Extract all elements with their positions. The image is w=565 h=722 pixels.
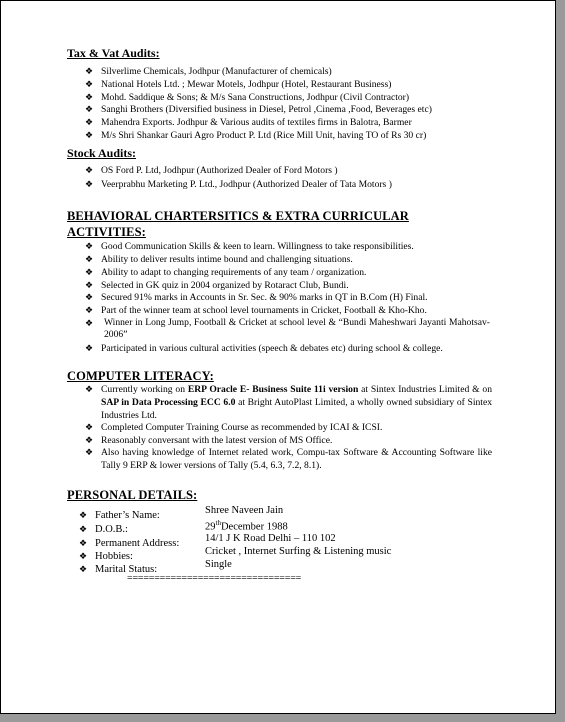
diamond-bullet-icon: ❖	[85, 79, 94, 89]
diamond-bullet-icon: ❖	[85, 318, 94, 328]
diamond-bullet-icon: ❖	[85, 92, 94, 102]
diamond-bullet-icon: ❖	[85, 422, 94, 432]
diamond-bullet-icon: ❖	[85, 292, 94, 302]
list-item: ❖ Ability to adapt to changing requirements of any team / organization.	[85, 267, 367, 278]
separator-line: ================================	[127, 573, 302, 584]
behavioral-heading: BEHAVIORAL CHARTERSITICS & EXTRA CURRICULAR	[67, 209, 409, 223]
stock-audits-heading: Stock Audits:	[67, 146, 137, 160]
diamond-bullet-icon: ❖	[79, 524, 88, 534]
diamond-bullet-icon: ❖	[85, 254, 94, 264]
list-item: ❖ Mahendra Exports. Jodhpur & Various audits of textiles firms in Balotra, Barmer	[85, 117, 412, 128]
detail-row-marital: ❖ Marital Status:	[79, 564, 158, 575]
list-item: ❖ Winner in Long Jump, Football & Cricket at school level & “Bundi Maheshwari Jayanti Mahotsav- 2006”	[85, 317, 490, 340]
diamond-bullet-icon: ❖	[85, 165, 94, 175]
list-item: ❖ Participated in various cultural activities (speech & debates etc) during school & college.	[85, 343, 443, 354]
diamond-bullet-icon: ❖	[79, 564, 88, 574]
list-item: ❖ Secured 91% marks in Accounts in Sr. Sec. & 90% marks in QT in B.Com (H) Final.	[85, 292, 428, 303]
page-shadow-bottom	[6, 714, 565, 722]
list-item: ❖ OS Ford P. Ltd, Jodhpur (Authorized Dealer of Ford Motors )	[85, 165, 338, 176]
list-item: ❖ Selected in GK quiz in 2004 organized by Rotaract Club, Bundi.	[85, 280, 349, 291]
list-item: ❖ Also having knowledge of Internet related work, Compu-tax Software & Accounting Software like Tally 9 ERP & lower versions of Tally (5.4, 6.3, 7.2, 8.1).	[85, 447, 492, 471]
diamond-bullet-icon: ❖	[85, 130, 94, 140]
marital-status-value: Single	[205, 559, 232, 570]
diamond-bullet-icon: ❖	[85, 241, 94, 251]
computer-literacy-heading: COMPUTER LITERACY:	[67, 369, 214, 383]
detail-row-address: ❖ Permanent Address:	[79, 538, 180, 549]
diamond-bullet-icon: ❖	[79, 538, 88, 548]
dob-value: 29thDecember 1988	[205, 519, 288, 533]
detail-row-dob: ❖ D.O.B.:	[79, 524, 128, 535]
list-item: ❖ Veerprabhu Marketing P. Ltd., Jodhpur (Authorized Dealer of Tata Motors )	[85, 179, 392, 190]
diamond-bullet-icon: ❖	[85, 66, 94, 76]
list-item: ❖ Reasonably conversant with the latest version of MS Office.	[85, 435, 333, 446]
list-item: ❖ M/s Shri Shankar Gauri Agro Product P. Ltd (Rice Mill Unit, having TO of Rs 30 cr)	[85, 130, 427, 141]
detail-row-hobbies: ❖ Hobbies:	[79, 551, 133, 562]
father-name-value: Shree Naveen Jain	[205, 505, 284, 516]
diamond-bullet-icon: ❖	[85, 435, 94, 445]
diamond-bullet-icon: ❖	[85, 104, 94, 114]
personal-details-heading: PERSONAL DETAILS:	[67, 488, 198, 502]
address-value: 14/1 J K Road Delhi – 110 102	[205, 533, 336, 544]
hobbies-value: Cricket , Internet Surfing & Listening music	[205, 546, 392, 557]
list-item: ❖ Mohd. Saddique & Sons; & M/s Sana Constructions, Jodhpur (Civil Contractor)	[85, 92, 410, 103]
diamond-bullet-icon: ❖	[85, 384, 94, 394]
list-item: ❖ National Hotels Ltd. ; Mewar Motels, Jodhpur (Hotel, Restaurant Business)	[85, 79, 392, 90]
diamond-bullet-icon: ❖	[85, 267, 94, 277]
diamond-bullet-icon: ❖	[85, 280, 94, 290]
diamond-bullet-icon: ❖	[85, 447, 94, 457]
list-item: ❖ Silverlime Chemicals, Jodhpur (Manufacturer of chemicals)	[85, 66, 332, 77]
tax-vat-heading: Tax & Vat Audits:	[67, 46, 160, 60]
list-item: ❖ Ability to deliver results intime bound and challenging situations.	[85, 254, 353, 265]
page-shadow-right	[556, 6, 565, 722]
behavioral-heading-cont: ACTIVITIES:	[67, 225, 146, 239]
list-item: ❖ Good Communication Skills & keen to learn. Willingness to take responsibilities.	[85, 241, 414, 252]
list-item: ❖ Part of the winner team at school level tournaments in Cricket, Football & Kho-Kho.	[85, 305, 427, 316]
list-item: ❖ Currently working on ERP Oracle E- Business Suite 11i version at Sintex Industries Limited & on SAP in Data Processing ECC 6.0 at Bright AutoPlast Limited, a wholly owned subsidiary of Sintex Industries Ltd.	[85, 384, 493, 421]
diamond-bullet-icon: ❖	[85, 179, 94, 189]
diamond-bullet-icon: ❖	[85, 305, 94, 315]
diamond-bullet-icon: ❖	[85, 117, 94, 127]
list-item: ❖ Sanghi Brothers (Diversified business in Diesel, Petrol ,Cinema ,Food, Beverages etc)	[85, 104, 432, 115]
diamond-bullet-icon: ❖	[85, 343, 94, 353]
list-item: ❖ Completed Computer Training Course as recommended by ICAI & ICSI.	[85, 422, 383, 433]
diamond-bullet-icon: ❖	[79, 551, 88, 561]
diamond-bullet-icon: ❖	[79, 510, 88, 520]
detail-row-father: ❖ Father’s Name:	[79, 510, 160, 521]
